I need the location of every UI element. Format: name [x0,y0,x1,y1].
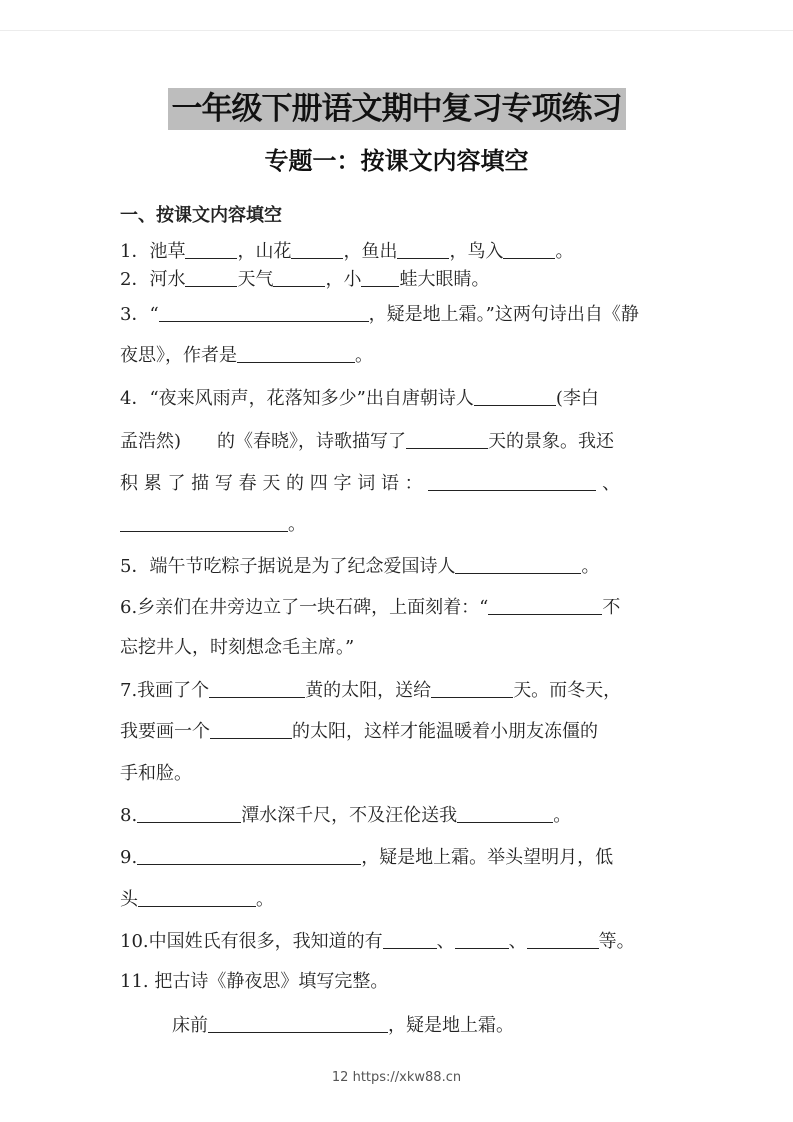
answer-blank[interactable] [397,240,449,259]
answer-blank[interactable] [237,344,355,363]
title-area [0,88,793,130]
answer-blank[interactable] [137,804,241,823]
question-9-line-1: 9. ，疑是地上霜。举头望明月，低 [120,847,614,868]
question-8: 8. 潭水深千尺，不及汪伦送我 。 [120,805,572,826]
page-footer: 12 https://xkw88.cn [331,1070,462,1085]
answer-blank[interactable] [137,846,361,865]
answer-blank[interactable] [185,240,237,259]
question-11-poem-line: 床前 ，疑是地上霜。 [172,1015,514,1036]
question-1: 1．池草 ，山花 ，鱼出 ，鸟入 。 [120,241,574,262]
answer-blank[interactable] [503,240,555,259]
answer-blank[interactable] [209,679,305,698]
answer-blank[interactable] [383,930,437,949]
question-7-line-3: 手和脸。 [120,763,192,784]
answer-blank[interactable] [474,387,556,406]
question-3-line-1: 3．“ ，疑是地上霜。”这两句诗出自《静 [120,304,639,325]
answer-blank[interactable] [488,596,602,615]
question-11: 11. 把古诗《静夜思》填写完整。 [120,971,389,992]
answer-blank[interactable] [428,472,596,491]
question-6-line-2: 忘挖井人，时刻想念毛主席。” [120,637,355,658]
question-10: 10.中国姓氏有很多，我知道的有 、 、 等。 [120,931,635,952]
question-2: 2．河水 天气 ，小 蛙大眼睛。 [120,269,490,290]
top-divider [0,30,793,31]
answer-blank[interactable] [406,430,488,449]
page-title: 一年级下册语文期中复习专项练习 [168,88,626,130]
answer-blank[interactable] [138,888,256,907]
answer-blank[interactable] [185,268,237,287]
answer-blank[interactable] [291,240,343,259]
answer-blank[interactable] [361,268,399,287]
question-7-line-2: 我要画一个 的太阳，这样才能温暖着小朋友冻僵的 [120,721,598,742]
answer-blank[interactable] [159,303,369,322]
question-3-line-2: 夜思》，作者是 。 [120,345,373,366]
question-4-line-1: 4．“夜来风雨声，花落知多少”出自唐朝诗人 (李白 [120,388,599,409]
question-6-line-1: 6.乡亲们在井旁边立了一块石碑，上面刻着：“ 不 [120,597,621,618]
answer-blank[interactable] [455,930,509,949]
answer-blank[interactable] [210,720,292,739]
answer-blank[interactable] [527,930,599,949]
question-7-line-1: 7.我画了个 黄的太阳，送给 天。而冬天， [120,680,622,701]
answer-blank[interactable] [455,555,581,574]
answer-blank[interactable] [431,679,513,698]
question-4-line-3: 积 累 了 描 写 春 天 的 四 字 词 语 ： 、 [120,473,621,494]
answer-blank[interactable] [457,804,553,823]
answer-blank[interactable] [120,513,288,532]
page-subtitle: 专题一：按课文内容填空 [264,147,529,175]
question-5: 5．端午节吃粽子据说是为了纪念爱国诗人 。 [120,556,600,577]
question-4-line-2: 孟浩然) 的《春晓》，诗歌描写了 天的景象。我还 [120,431,615,452]
answer-blank[interactable] [208,1014,388,1033]
question-4-line-4: 。 [120,511,680,539]
section-heading: 一、按课文内容填空 [120,205,282,226]
answer-blank[interactable] [273,268,325,287]
question-9-line-2: 头 。 [120,889,274,910]
